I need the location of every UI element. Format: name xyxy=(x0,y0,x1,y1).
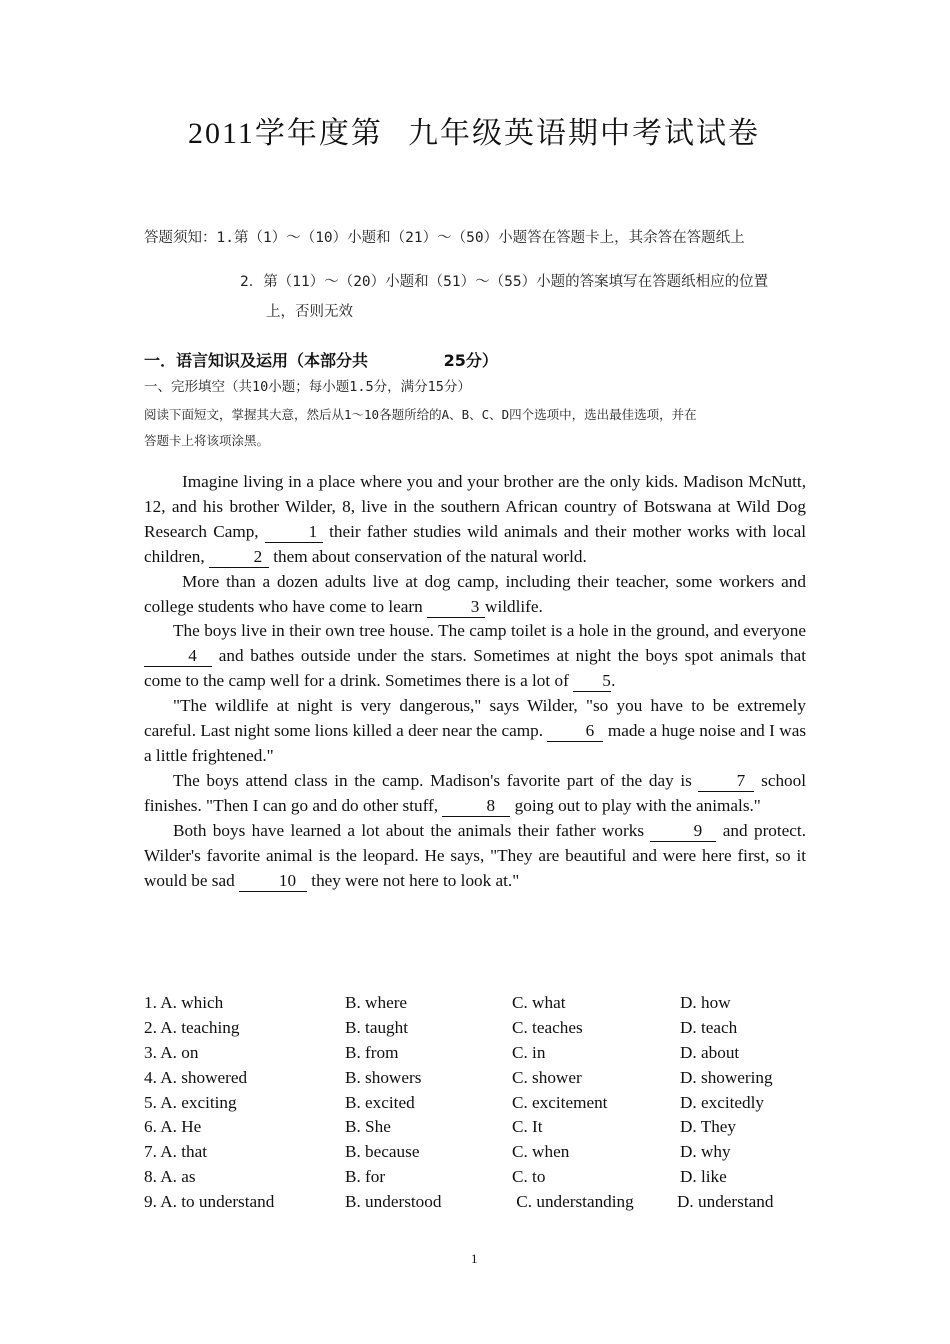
option-c: C. when xyxy=(512,1142,570,1162)
p6-text-a: Both boys have learned a lot about the animals their father works xyxy=(173,820,645,840)
paragraph-4 xyxy=(144,694,806,769)
blank-4: 4 xyxy=(144,646,212,667)
p5-text-c: going out to play with the animals." xyxy=(514,795,761,815)
cloze-passage xyxy=(144,470,806,893)
option-d: D. They xyxy=(680,1117,737,1137)
blank-10: 10 xyxy=(239,871,307,892)
option-c: C. in xyxy=(512,1042,546,1062)
p1-text-c: them about conservation of the natural world. xyxy=(273,546,587,566)
option-a: 4. A. showered xyxy=(144,1067,248,1087)
option-a: 2. A. teaching xyxy=(144,1017,240,1037)
p4-text-a: "The wildlife at night is very dangerous," says Wilder, "so you have to be extremely careful. Last night some lions killed a deer near the camp. xyxy=(144,696,806,741)
title-year: 2011学年度第 xyxy=(188,117,383,150)
option-a: 7. A. that xyxy=(144,1142,208,1162)
notice-line-3: 上，否则无效 xyxy=(266,304,353,320)
option-a: 6. A. He xyxy=(144,1117,202,1137)
option-b: B. She xyxy=(345,1117,391,1137)
p4-text-b: made a huge noise and I was a little frightened." xyxy=(144,721,807,765)
page-number: 1 xyxy=(471,1251,478,1266)
title-grade: 九年级英语期中考试试卷 xyxy=(408,117,760,150)
option-d: D. excitedly xyxy=(680,1092,764,1112)
option-a: 3. A. on xyxy=(144,1042,199,1062)
blank-9: 9 xyxy=(650,821,716,842)
instruction-text xyxy=(144,402,704,454)
paragraph-5 xyxy=(144,769,806,819)
instruction-body: 阅读下面短文，掌握其大意，然后从1～10各题所给的A、B、C、D四个选项中，选出最佳选项，并在答题卡上将该项涂黑。 xyxy=(144,407,697,448)
option-d: D. about xyxy=(680,1042,740,1062)
option-a: 8. A. as xyxy=(144,1167,196,1187)
p2-text-a: More than a dozen adults live at dog camp, including their teacher, some workers and college students who have come to learn xyxy=(144,571,806,616)
section-heading-text: 一．语言知识及运用（本部分共 xyxy=(144,351,369,370)
blank-7: 7 xyxy=(698,771,754,792)
option-d: D. showering xyxy=(680,1067,773,1087)
option-b: B. excited xyxy=(345,1092,415,1112)
paragraph-3 xyxy=(144,619,806,694)
option-b: B. from xyxy=(345,1042,399,1062)
p3-text-c: . xyxy=(611,671,616,691)
option-b: B. where xyxy=(345,993,408,1012)
p1-text-a: Imagine living in a place where you and your brother are the only kids. Madison McNutt, 12, and his brother Wilder, 8, live in the southern African country of Botswana at Wild Dog Research Camp, xyxy=(144,472,806,541)
option-c: C. excitement xyxy=(512,1092,608,1112)
option-c: C. what xyxy=(512,993,566,1012)
p6-text-b: and protect. Wilder's favorite animal is the leopard. He says, "They are beautiful and were here first, so it would be sad xyxy=(144,820,806,890)
option-b: B. showers xyxy=(345,1067,422,1087)
paragraph-1 xyxy=(144,470,806,570)
option-a: 9. A. to understand xyxy=(144,1192,275,1212)
blank-3: 3 xyxy=(427,597,485,618)
paragraph-2 xyxy=(144,570,806,620)
notice-line-2: 2．第（11）～（20）小题和（51）～（55）小题的答案填写在答题纸相应的位置 xyxy=(240,274,769,290)
option-d: D. like xyxy=(680,1167,727,1187)
page-title-grade xyxy=(408,108,760,152)
option-b: B. because xyxy=(345,1142,420,1162)
section-heading-score: 25分） xyxy=(443,351,498,370)
blank-1: 1 xyxy=(265,522,323,543)
option-d: D. how xyxy=(680,993,731,1012)
p6-text-c: they were not here to look at." xyxy=(311,870,520,890)
option-c: C. understanding xyxy=(512,1192,634,1212)
p3-text-b: and bathes outside under the stars. Sometimes at night the boys spot animals that come to the camp well for a drink. Sometimes there is a lot of xyxy=(144,646,807,691)
p3-text-a: The boys live in their own tree house. The camp toilet is a hole in the ground, and everyone xyxy=(173,621,806,641)
paragraph-6 xyxy=(144,819,806,894)
option-d: D. understand xyxy=(677,1192,774,1212)
p5-text-b: school finishes. "Then I can go and do other stuff, xyxy=(144,770,807,815)
blank-5: 5 xyxy=(573,671,611,692)
p1-text-b: their father studies wild animals and their mother works with local children, xyxy=(144,521,807,566)
option-b: B. understood xyxy=(345,1192,442,1212)
option-c: C. It xyxy=(512,1117,543,1137)
option-b: B. for xyxy=(345,1167,386,1187)
option-a: 1. A. which xyxy=(144,993,224,1012)
option-a: 5. A. exciting xyxy=(144,1092,237,1112)
blank-6: 6 xyxy=(547,721,603,742)
blank-2: 2 xyxy=(209,547,269,568)
option-c: C. shower xyxy=(512,1067,582,1087)
option-b: B. taught xyxy=(345,1017,409,1037)
option-c: C. teaches xyxy=(512,1017,583,1037)
option-d: D. teach xyxy=(680,1017,738,1037)
blank-8: 8 xyxy=(442,796,510,817)
section-heading xyxy=(144,348,498,371)
p2-text-b: wildlife. xyxy=(485,596,543,616)
option-d: D. why xyxy=(680,1142,731,1162)
p5-text-a: The boys attend class in the camp. Madison's favorite part of the day is xyxy=(173,770,692,790)
notice-line-1: 答题须知：1.第（1）～（10）小题和（21）～（50）小题答在答题卡上，其余答在答题纸上 xyxy=(144,230,745,246)
option-c: C. to xyxy=(512,1167,546,1187)
part-heading: 一、完形填空（共10小题；每小题1.5分，满分15分） xyxy=(144,379,471,395)
page-title xyxy=(188,108,383,152)
